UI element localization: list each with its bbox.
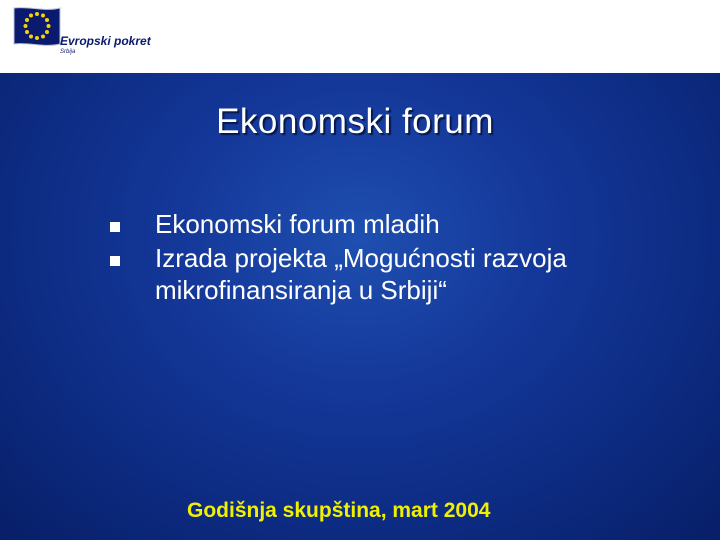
organization-name: Evropski pokret xyxy=(60,34,151,48)
slide-title: Ekonomski forum xyxy=(216,102,494,141)
bullet-item xyxy=(108,242,668,306)
bullet-item xyxy=(108,208,668,240)
bullet-list xyxy=(108,208,668,308)
organization-country: Srbija xyxy=(60,49,76,55)
square-bullet-icon xyxy=(110,256,120,266)
slide-header xyxy=(0,0,720,73)
square-bullet-icon xyxy=(110,222,120,232)
slide-footer: Godišnja skupština, mart 2004 xyxy=(187,499,491,522)
bullet-text: Ekonomski forum mladih xyxy=(155,209,440,239)
bullet-text: Izrada projekta „Mogućnosti razvoja mikrofinansiranja u Srbiji“ xyxy=(155,243,567,305)
